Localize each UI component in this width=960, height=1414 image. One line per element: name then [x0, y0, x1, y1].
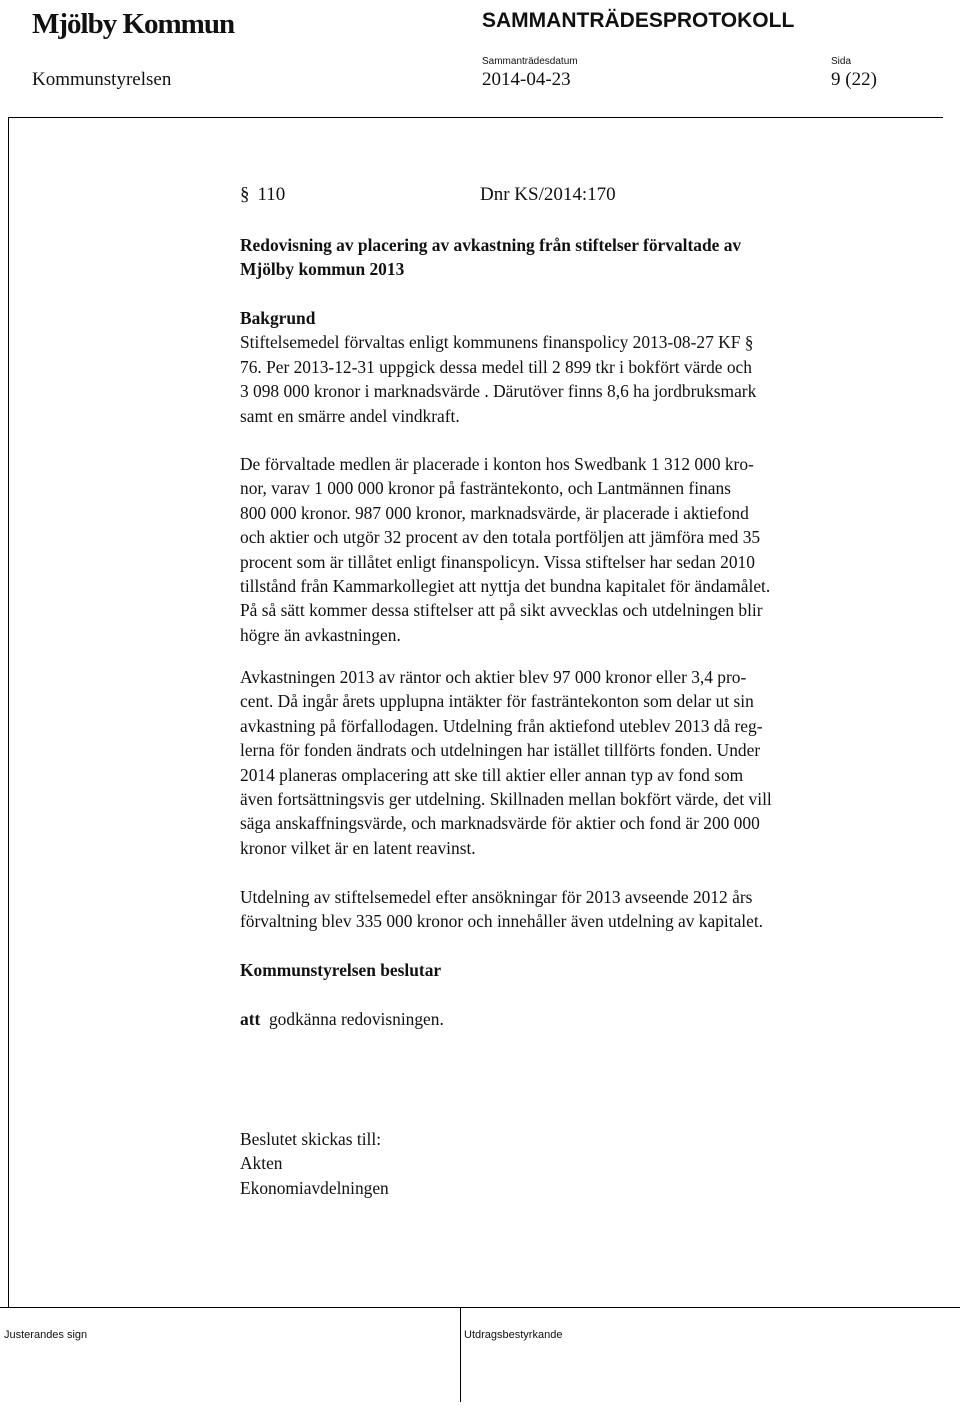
page-label: Sida	[831, 56, 852, 67]
paragraph-line: Avkastningen 2013 av räntor och aktier blev 97 000 kronor eller 3,4 pro-	[240, 667, 747, 687]
background-line: 76. Per 2013-12-31 uppgick dessa medel till 2 899 tkr i bokfört värde och	[240, 356, 752, 377]
paragraph-line: avkastning på förfallodagen. Utdelning från aktiefond uteblev 2013 då reg-	[240, 715, 763, 736]
title-line: Mjölby kommun 2013	[240, 259, 405, 280]
paragraph-line: nor, varav 1 000 000 kronor på fasträntekonto, och Lantmännen finans	[240, 478, 731, 499]
background-heading: Bakgrund	[240, 308, 316, 328]
paragraph-line: cent. Då ingår årets upplupna intäkter för fasträntekonton som delar ut sin	[240, 691, 754, 712]
item-title	[240, 233, 880, 282]
footer-column-divider	[460, 1307, 461, 1402]
paragraph-line: lerna för fonden ändrats och utdelningen har istället tillförts fonden. Under	[240, 740, 761, 761]
paragraph-line: procent som är tillåtet enligt finanspolicyn. Vissa stiftelser har sedan 2010	[240, 551, 755, 572]
municipality-name: Mjölby Kommun	[32, 8, 235, 40]
background-line: 3 098 000 kronor i marknadsvärde . Därutöver finns 8,6 ha jordbruksmark	[240, 381, 757, 402]
extract-certification-label: Utdragsbestyrkande	[464, 1329, 563, 1341]
meeting-date-label: Sammanträdesdatum	[482, 56, 578, 67]
document-type: SAMMANTRÄDESPROTOKOLL	[482, 9, 795, 32]
paragraph-line: förvaltning blev 335 000 kronor och innehåller även utdelning av kapitalet.	[240, 911, 764, 932]
footer-divider	[0, 1307, 960, 1308]
sent-to-label: Beslutet skickas till:	[240, 1129, 382, 1149]
decision-att: att	[240, 1009, 261, 1029]
paragraph-line: tillstånd från Kammarkollegiet att nyttja det bundna kapitalet för ändamålet.	[240, 576, 771, 597]
decision-heading: Kommunstyrelsen beslutar	[240, 960, 442, 980]
paragraph-returns	[240, 665, 880, 860]
background-section	[240, 306, 880, 428]
recipient: Ekonomiavdelningen	[240, 1177, 389, 1198]
left-margin-rule	[8, 117, 9, 1307]
sent-to-section	[240, 1127, 880, 1200]
paragraph-line: 2014 planeras omplacering att ske till aktier eller annan typ av fond som	[240, 764, 744, 785]
paragraph-line: även fortsättningsvis ger utdelning. Skillnaden mellan bokfört värde, det vill	[240, 789, 772, 810]
background-line: samt en smärre andel vindkraft.	[240, 405, 460, 426]
paragraph-line: högre än avkastningen.	[240, 624, 401, 645]
paragraph-placements	[240, 452, 880, 647]
recipient: Akten	[240, 1153, 283, 1174]
meeting-date: 2014-04-23	[482, 69, 571, 90]
title-line: Redovisning av placering av avkastning från stiftelser förvaltade av	[240, 235, 742, 255]
section-number	[240, 184, 285, 206]
section-number-value: 110	[257, 184, 286, 205]
decision-text: godkänna redovisningen.	[268, 1009, 444, 1029]
page-number: 9 (22)	[831, 69, 877, 90]
header-divider	[8, 117, 943, 118]
paragraph-line: De förvaltade medlen är placerade i konton hos Swedbank 1 312 000 kro-	[240, 454, 754, 474]
paragraph-line: På så sätt kommer dessa stiftelser att på sikt avvecklas och utdelningen blir	[240, 600, 763, 621]
paragraph-line: Utdelning av stiftelsemedel efter ansökningar för 2013 avseende 2012 års	[240, 887, 753, 907]
section-sign: §	[240, 184, 250, 205]
decision	[240, 1007, 880, 1031]
paragraph-line: kronor vilket är en latent reavinst.	[240, 837, 476, 858]
paragraph-line: 800 000 kronor. 987 000 kronor, marknadsvärde, är placerade i aktiefond	[240, 502, 749, 523]
diary-number: Dnr KS/2014:170	[480, 184, 616, 205]
adjuster-signature-label: Justerandes sign	[4, 1329, 88, 1341]
background-line: Stiftelsemedel förvaltas enligt kommunens finanspolicy 2013-08-27 KF §	[240, 332, 754, 353]
committee-name: Kommunstyrelsen	[32, 69, 172, 90]
paragraph-line: säga anskaffningsvärde, och marknadsvärde för aktier och fond är 200 000	[240, 813, 760, 834]
paragraph-line: och aktier och utgör 32 procent av den totala portföljen att jämföra med 35	[240, 527, 761, 548]
paragraph-distribution	[240, 885, 880, 934]
